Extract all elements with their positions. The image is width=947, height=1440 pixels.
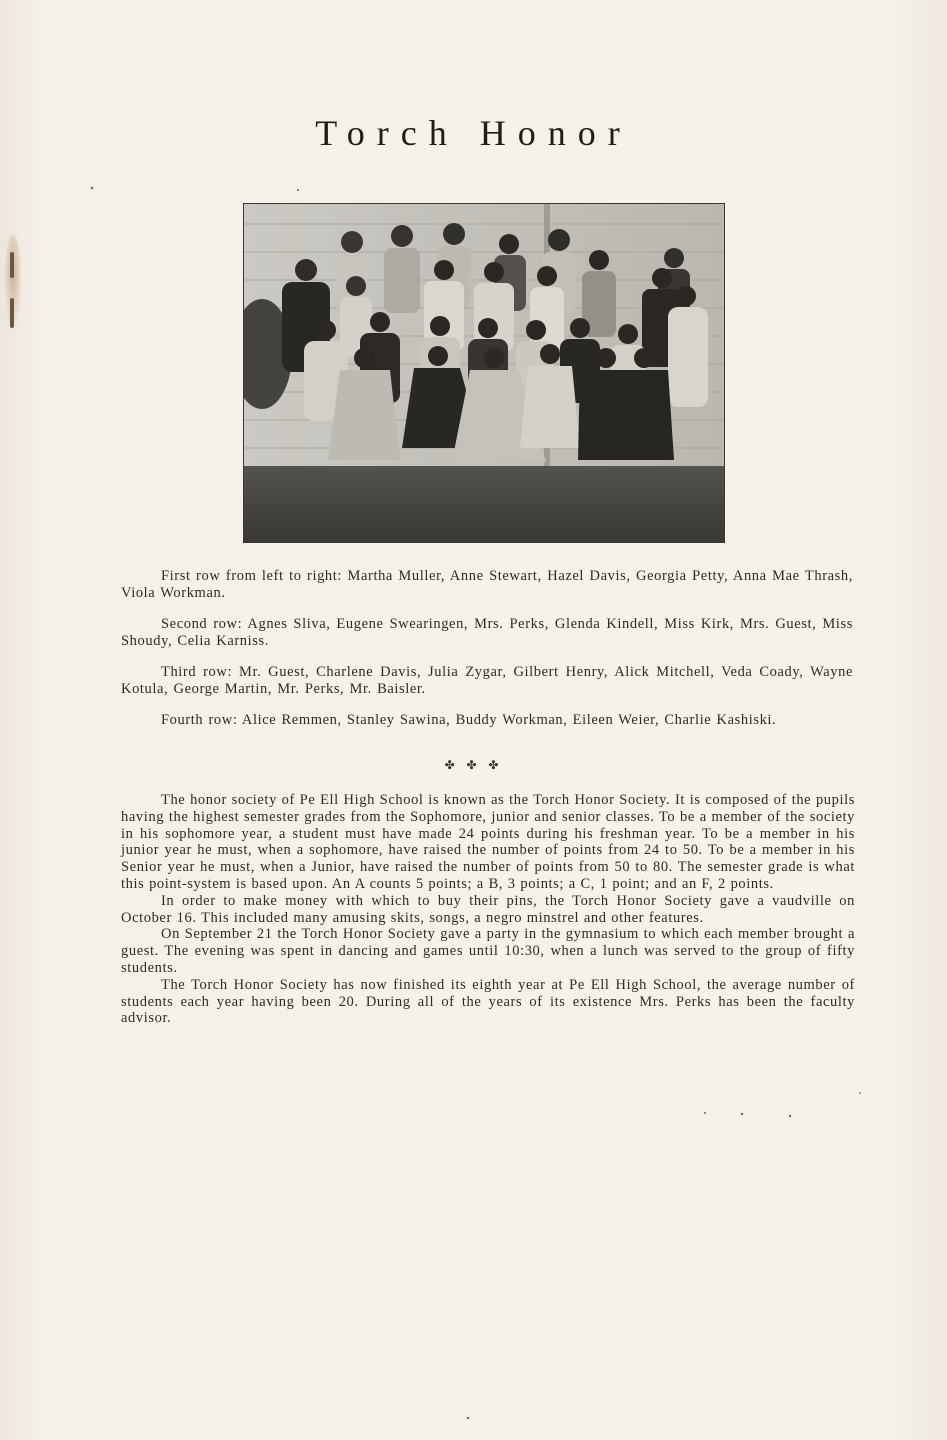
photo-captions: [121, 568, 853, 743]
body-paragraph: The Torch Honor Society has now finished its eighth year at Pe Ell High School, the average number of students each year having been 20. During all of the years of its existence Mrs. Perks has been the faculty advisor.: [121, 976, 855, 1027]
section-divider: ✤ ✤ ✤: [444, 758, 503, 772]
caption-fourth-row: Fourth row: Alice Remmen, Stanley Sawina, Buddy Workman, Eileen Weier, Charlie Kashiski.: [161, 712, 777, 728]
caption-first-row: First row from left to right: Martha Muller, Anne Stewart, Hazel Davis, Georgia Petty, Anna Mae Thrash, Viola Workman.: [121, 568, 853, 601]
caption-second-row: Second row: Agnes Sliva, Eugene Swearingen, Mrs. Perks, Glenda Kindell, Miss Kirk, Mrs. Guest, Miss Shoudy, Celia Karniss.: [121, 616, 853, 649]
caption-third-row: Third row: Mr. Guest, Charlene Davis, Julia Zygar, Gilbert Henry, Alick Mitchell, Veda Coady, Wayne Kotula, George Martin, Mr. Perks, Mr. Baisler.: [121, 664, 853, 697]
staple-mark: [10, 252, 14, 278]
page-title: Torch Honor: [315, 113, 632, 153]
staple-mark: [10, 298, 14, 328]
body-paragraph: The honor society of Pe Ell High School is known as the Torch Honor Society. It is composed of the pupils having the highest semester grades from the Sophomore, junior and senior classes. To be a member of the society in his sophomore year, a student must have made 24 points during his freshman year. To be a member in his junior year he must, when a sophomore, have raised the number of points from 24 to 50. To be a member in his Senior year he must, when a Junior, have raised the number of points from 50 to 80. The semester grade is what this point-system is based upon. An A counts 5 points; a B, 3 points; a C, 1 point; and an F, 2 points.: [121, 792, 855, 892]
group-photo: [243, 203, 725, 543]
article-body: [121, 792, 855, 1027]
binding-edge: [0, 0, 30, 1440]
body-paragraph: On September 21 the Torch Honor Society gave a party in the gymnasium to which each member brought a guest. The evening was spent in dancing and games until 10:30, when a lunch was served to the group of fifty students.: [121, 926, 855, 976]
body-paragraph: In order to make money with which to buy their pins, the Torch Honor Society gave a vaudville on October 16. This included many amusing skits, songs, a negro minstrel and other features.: [121, 892, 855, 926]
